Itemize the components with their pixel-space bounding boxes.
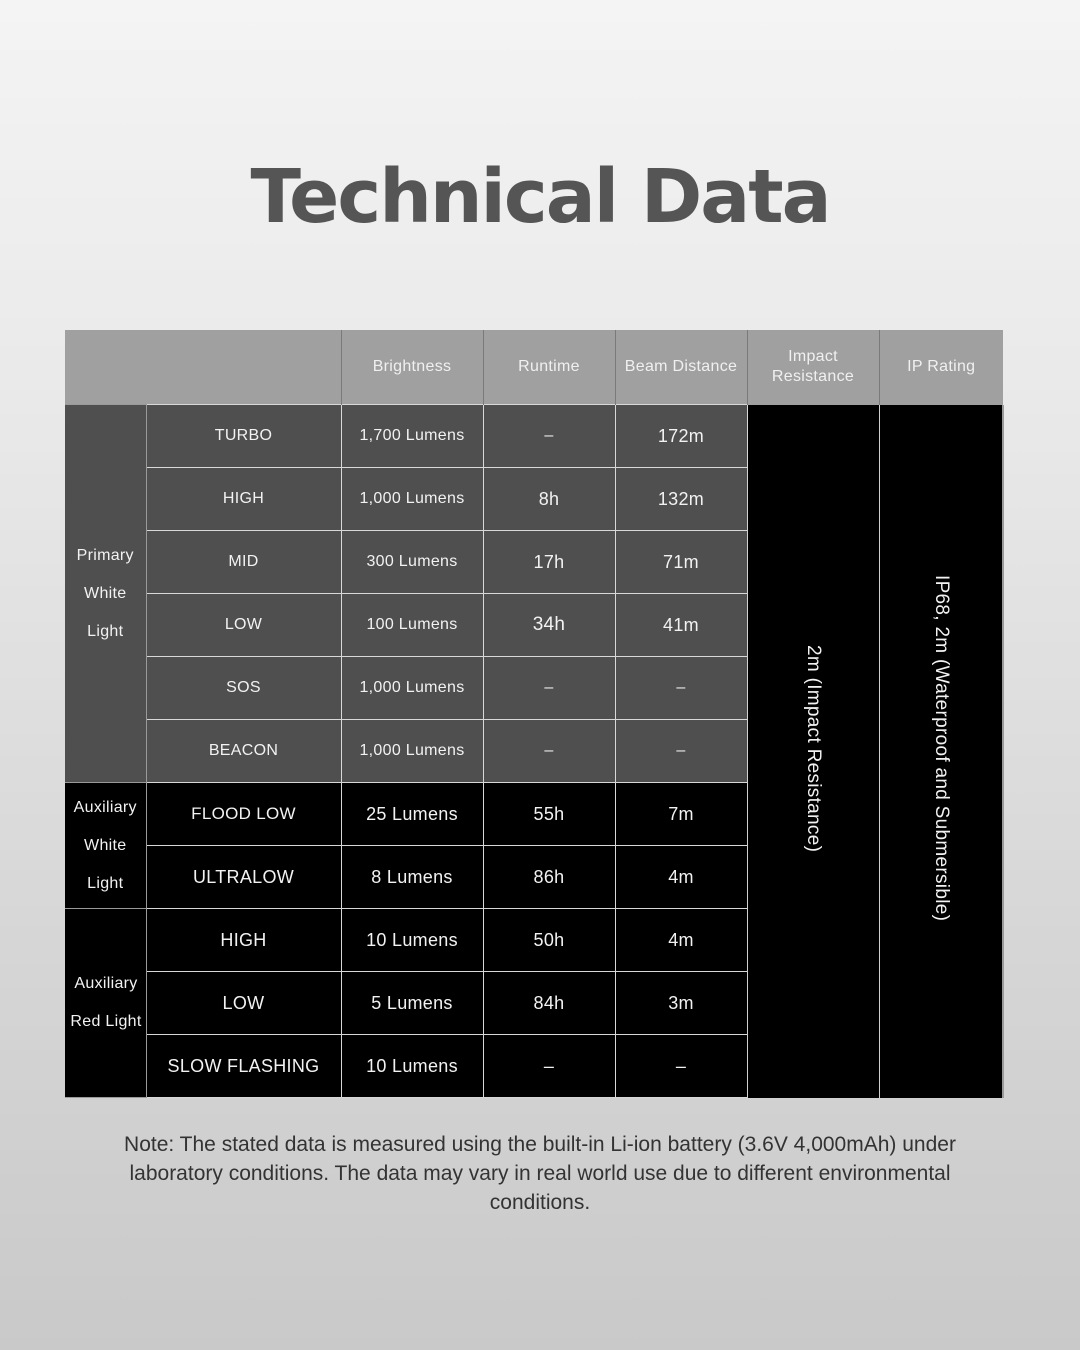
table-row	[65, 405, 1003, 468]
beam-cell: 4m	[615, 846, 747, 909]
mode-cell: ULTRALOW	[146, 846, 341, 909]
runtime-cell: –	[483, 405, 615, 468]
beam-cell: 41m	[615, 594, 747, 657]
group-label-auxiliary-red	[65, 909, 146, 1098]
group-label-text: Auxiliary Red Light	[70, 975, 142, 1030]
runtime-cell: 17h	[483, 531, 615, 594]
brightness-cell: 100 Lumens	[341, 594, 483, 657]
brightness-cell: 5 Lumens	[341, 972, 483, 1035]
impact-resistance-cell	[747, 405, 879, 1098]
mode-cell: TURBO	[146, 405, 341, 468]
mode-cell: HIGH	[146, 468, 341, 531]
beam-cell: 4m	[615, 909, 747, 972]
beam-cell: 7m	[615, 783, 747, 846]
mode-cell: BEACON	[146, 720, 341, 783]
runtime-cell: 86h	[483, 846, 615, 909]
brightness-cell: 10 Lumens	[341, 909, 483, 972]
ip-rating-cell	[879, 405, 1003, 1098]
header-impact-resistance-label: Impact Resistance	[771, 348, 855, 386]
runtime-cell: –	[483, 657, 615, 720]
mode-cell: MID	[146, 531, 341, 594]
page-title: Technical Data	[250, 154, 830, 240]
beam-cell: 3m	[615, 972, 747, 1035]
runtime-cell: –	[483, 1035, 615, 1098]
footnote: Note: The stated data is measured using the built-in Li-ion battery (3.6V 4,000mAh) under laboratory conditions. The data may vary in real world use due to different environmental conditions.	[124, 1133, 956, 1214]
beam-cell: –	[615, 1035, 747, 1098]
header-beam-distance: Beam Distance	[615, 330, 747, 405]
header-runtime: Runtime	[483, 330, 615, 405]
ip-rating-value: IP68, 2m (Waterproof and Submersible)	[930, 575, 952, 922]
mode-cell: LOW	[146, 972, 341, 1035]
beam-cell: 132m	[615, 468, 747, 531]
runtime-cell: 55h	[483, 783, 615, 846]
mode-cell: SLOW FLASHING	[146, 1035, 341, 1098]
brightness-cell: 1,000 Lumens	[341, 657, 483, 720]
header-brightness: Brightness	[341, 330, 483, 405]
runtime-cell: 84h	[483, 972, 615, 1035]
header-impact-resistance	[747, 330, 879, 405]
runtime-cell: 34h	[483, 594, 615, 657]
header-blank	[65, 330, 341, 405]
impact-resistance-value: 2m (Impact Resistance)	[803, 644, 824, 853]
table-header-row	[65, 330, 1003, 405]
beam-cell: 71m	[615, 531, 747, 594]
group-label-text: Auxiliary White Light	[73, 798, 137, 892]
runtime-cell: 8h	[483, 468, 615, 531]
mode-cell: SOS	[146, 657, 341, 720]
runtime-cell: 50h	[483, 909, 615, 972]
brightness-cell: 1,000 Lumens	[341, 468, 483, 531]
technical-data-table	[65, 330, 1004, 1098]
runtime-cell: –	[483, 720, 615, 783]
brightness-cell: 1,700 Lumens	[341, 405, 483, 468]
brightness-cell: 10 Lumens	[341, 1035, 483, 1098]
beam-cell: –	[615, 657, 747, 720]
group-label-auxiliary-white	[65, 783, 146, 909]
brightness-cell: 1,000 Lumens	[341, 720, 483, 783]
brightness-cell: 8 Lumens	[341, 846, 483, 909]
brightness-cell: 25 Lumens	[341, 783, 483, 846]
brightness-cell: 300 Lumens	[341, 531, 483, 594]
group-label-primary	[65, 405, 146, 783]
beam-cell: –	[615, 720, 747, 783]
group-label-text: Primary White Light	[76, 546, 134, 640]
mode-cell: HIGH	[146, 909, 341, 972]
mode-cell: FLOOD LOW	[146, 783, 341, 846]
beam-cell: 172m	[615, 405, 747, 468]
header-ip-rating: IP Rating	[879, 330, 1003, 405]
mode-cell: LOW	[146, 594, 341, 657]
